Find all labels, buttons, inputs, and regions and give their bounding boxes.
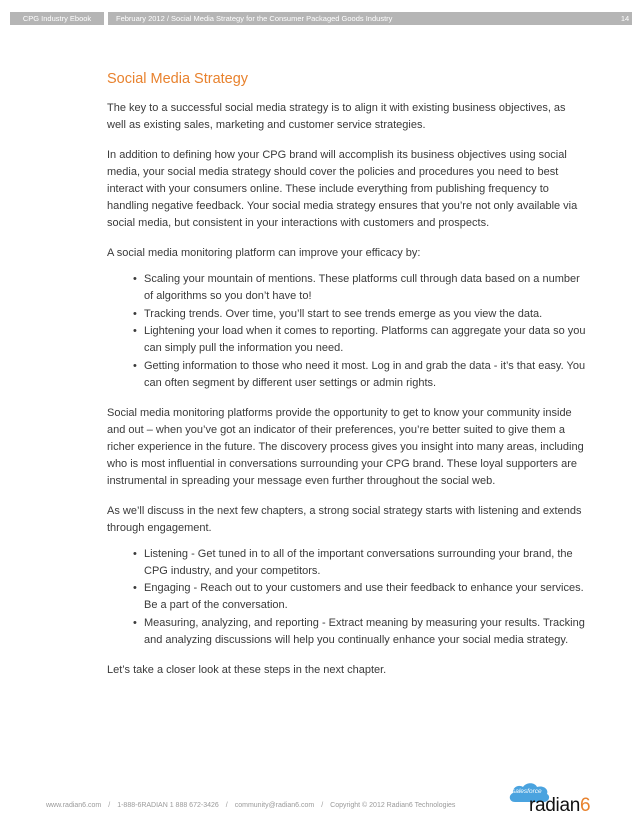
bullet-icon: • (133, 325, 137, 337)
list-item: • Listening - Get tuned in to all of the important conversations surrounding your brand, the CPG industry, and your competitors. (133, 547, 573, 577)
paragraph-monitoring-lead: A social media monitoring platform can improve your efficacy by: (107, 247, 421, 259)
footer-email-link[interactable]: community@radian6.com (234, 802, 315, 809)
section-title: Social Media Strategy (107, 71, 249, 87)
list-item: • Getting information to those who need it most. Log in and grab the data - it’s that easy. You can often segment by different user settings or admin rights. (133, 359, 586, 389)
list-item: • Tracking trends. Over time, you’ll start to see trends emerge as you view the data. (144, 306, 587, 323)
ebook-label: CPG Industry Ebook (10, 12, 104, 25)
bullet-icon: • (133, 616, 137, 629)
paragraph-strategy: In addition to defining how your CPG brand will accomplish its business objectives using social media, your social media strategy should cover the policies and procedures you need to best interact with your consumers online. These include everything from publishing frequency to handling negative feedback. Your social media strategy ensures that you’re not only available via social media, but consistent in your interactions with customers and prospects. (107, 149, 578, 229)
list-item: • Engaging - Reach out to your customers and use their feedback to enhance your services. Be a part of the conversation. (133, 582, 584, 611)
radian6-wordmark (529, 795, 590, 817)
footer-separator: / (108, 802, 111, 809)
page-header (0, 12, 638, 25)
brand-number: 6 (580, 795, 591, 816)
bullet-icon: • (133, 273, 137, 285)
footer-phone: 1-888-6RADIAN 1 888 672-3426 (117, 802, 219, 809)
salesforce-text: salesforce (512, 788, 542, 795)
list-item: • Measuring, analyzing, and reporting - Extract meaning by measuring your results. Tracking and analyzing discussions will help you continually enhance your social media strategy. (133, 616, 585, 646)
list-item: • Lightening your load when it comes to reporting. Platforms can aggregate your data so you can simply pull the information you need. (133, 325, 586, 354)
paragraph-engagement: As we’ll discuss in the next few chapters, a strong social strategy starts with listening and extends through engagement. (107, 504, 582, 534)
brand-name: radian (529, 795, 581, 816)
paragraph-community: Social media monitoring platforms provide the opportunity to get to know your community inside and out – when you’ve got an indicator of their preferences, you’re better suited to give them a richer experience in the future. The discovery process gives you insight into many areas, including who is most influential in conversations surrounding your CPG brand. These loyal supporters are instrumental in spreading your message even further throughout the social web. (107, 406, 584, 487)
strategy-steps-list (107, 546, 587, 649)
page-footer (46, 801, 455, 811)
main-content (107, 70, 587, 692)
page-number: 14 (618, 12, 632, 25)
footer-separator: / (225, 802, 228, 809)
footer-website-link[interactable]: www.radian6.com (46, 802, 102, 809)
bullet-icon: • (133, 307, 137, 320)
paragraph-intro: The key to a successful social media strategy is to align it with existing business objectives, as well as existing sales, marketing and customer service strategies. (107, 102, 566, 131)
bullet-icon: • (133, 547, 137, 560)
breadcrumb: February 2012 / Social Media Strategy for the Consumer Packaged Goods Industry (108, 12, 618, 25)
bullet-icon: • (133, 359, 137, 372)
radian6-logo (507, 782, 619, 816)
paragraph-closing: Let’s take a closer look at these steps in the next chapter. (107, 663, 387, 676)
footer-copyright: Copyright © 2012 Radian6 Technologies (330, 802, 456, 809)
list-item: • Scaling your mountain of mentions. These platforms cull through data based on a number of algorithms so you don’t have to! (133, 273, 580, 302)
bullet-icon: • (133, 582, 137, 594)
monitoring-benefits-list (107, 271, 587, 392)
footer-separator: / (321, 802, 324, 809)
